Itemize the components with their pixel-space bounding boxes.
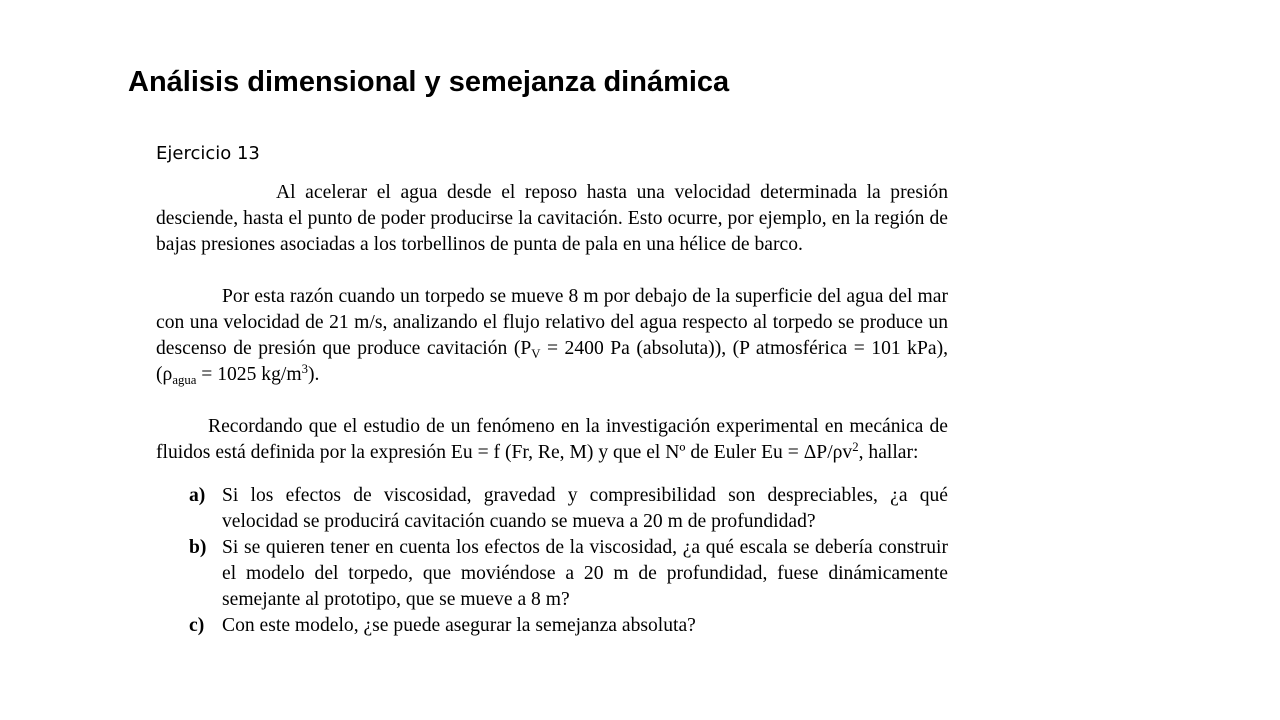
question-text: Si se quieren tener en cuenta los efectos de la viscosidad, ¿a qué escala se debería construir el modelo del torpedo, que moviéndose a 20 m de profundidad, fuese dinámicamente semejante al prototipo, que se mueve a 8 m? [222, 537, 948, 610]
exercise-label: Ejercicio 13 [156, 143, 260, 164]
question-c [156, 613, 948, 639]
paragraph-2-text-3: = 1025 kg/m [196, 364, 302, 385]
problem-statement-image [156, 180, 948, 639]
problem-paragraph-3 [156, 414, 948, 466]
question-list [156, 483, 948, 639]
problem-paragraph-2 [156, 284, 948, 388]
paragraph-2-text-4: ). [307, 364, 320, 385]
question-letter: c) [189, 615, 205, 636]
question-text: Con este modelo, ¿se puede asegurar la semejanza absoluta? [222, 615, 696, 636]
paragraph-3-text-1: Recordando que el estudio de un fenómeno en la investigación experimental en mecánica de fluidos está definida por la expresión Eu = f (Fr, Re, M) y que el Nº de Euler Eu = ΔP/ρv [156, 416, 948, 463]
paragraph-2-text-1: Por esta razón cuando un torpedo se mueve 8 m por debajo de la superficie del agua del mar con una velocidad de 21 m/s, analizando el flujo relativo del agua respecto al torpedo se produce un descenso de presión que produce cavitación (P [156, 286, 948, 359]
paragraph-3-text-2: , hallar: [858, 442, 919, 463]
question-b [156, 535, 948, 613]
question-letter: b) [189, 537, 207, 558]
question-letter: a) [189, 485, 206, 506]
water-density-subscript: agua [172, 372, 197, 387]
paragraph-2-text-2: = 2400 Pa (absoluta)), (P atmosférica = 101 kPa), (ρ [156, 338, 948, 385]
problem-paragraph-1: Al acelerar el agua desde el reposo hasta una velocidad determinada la presión desciende, hasta el punto de poder producirse la cavitación. Esto ocurre, por ejemplo, en la región de bajas presiones asociadas a los torbellinos de punta de pala en una hélice de barco. [156, 182, 948, 255]
question-text: Si los efectos de viscosidad, gravedad y compresibilidad son despreciables, ¿a qué velocidad se producirá cavitación cuando se mueva a 20 m de profundidad? [222, 485, 948, 532]
velocity-squared-superscript: 2 [852, 440, 859, 454]
cubic-meter-superscript: 3 [301, 362, 308, 376]
slide-title: Análisis dimensional y semejanza dinámica [128, 66, 730, 98]
question-a [156, 483, 948, 535]
vapor-pressure-subscript: V [531, 346, 541, 361]
